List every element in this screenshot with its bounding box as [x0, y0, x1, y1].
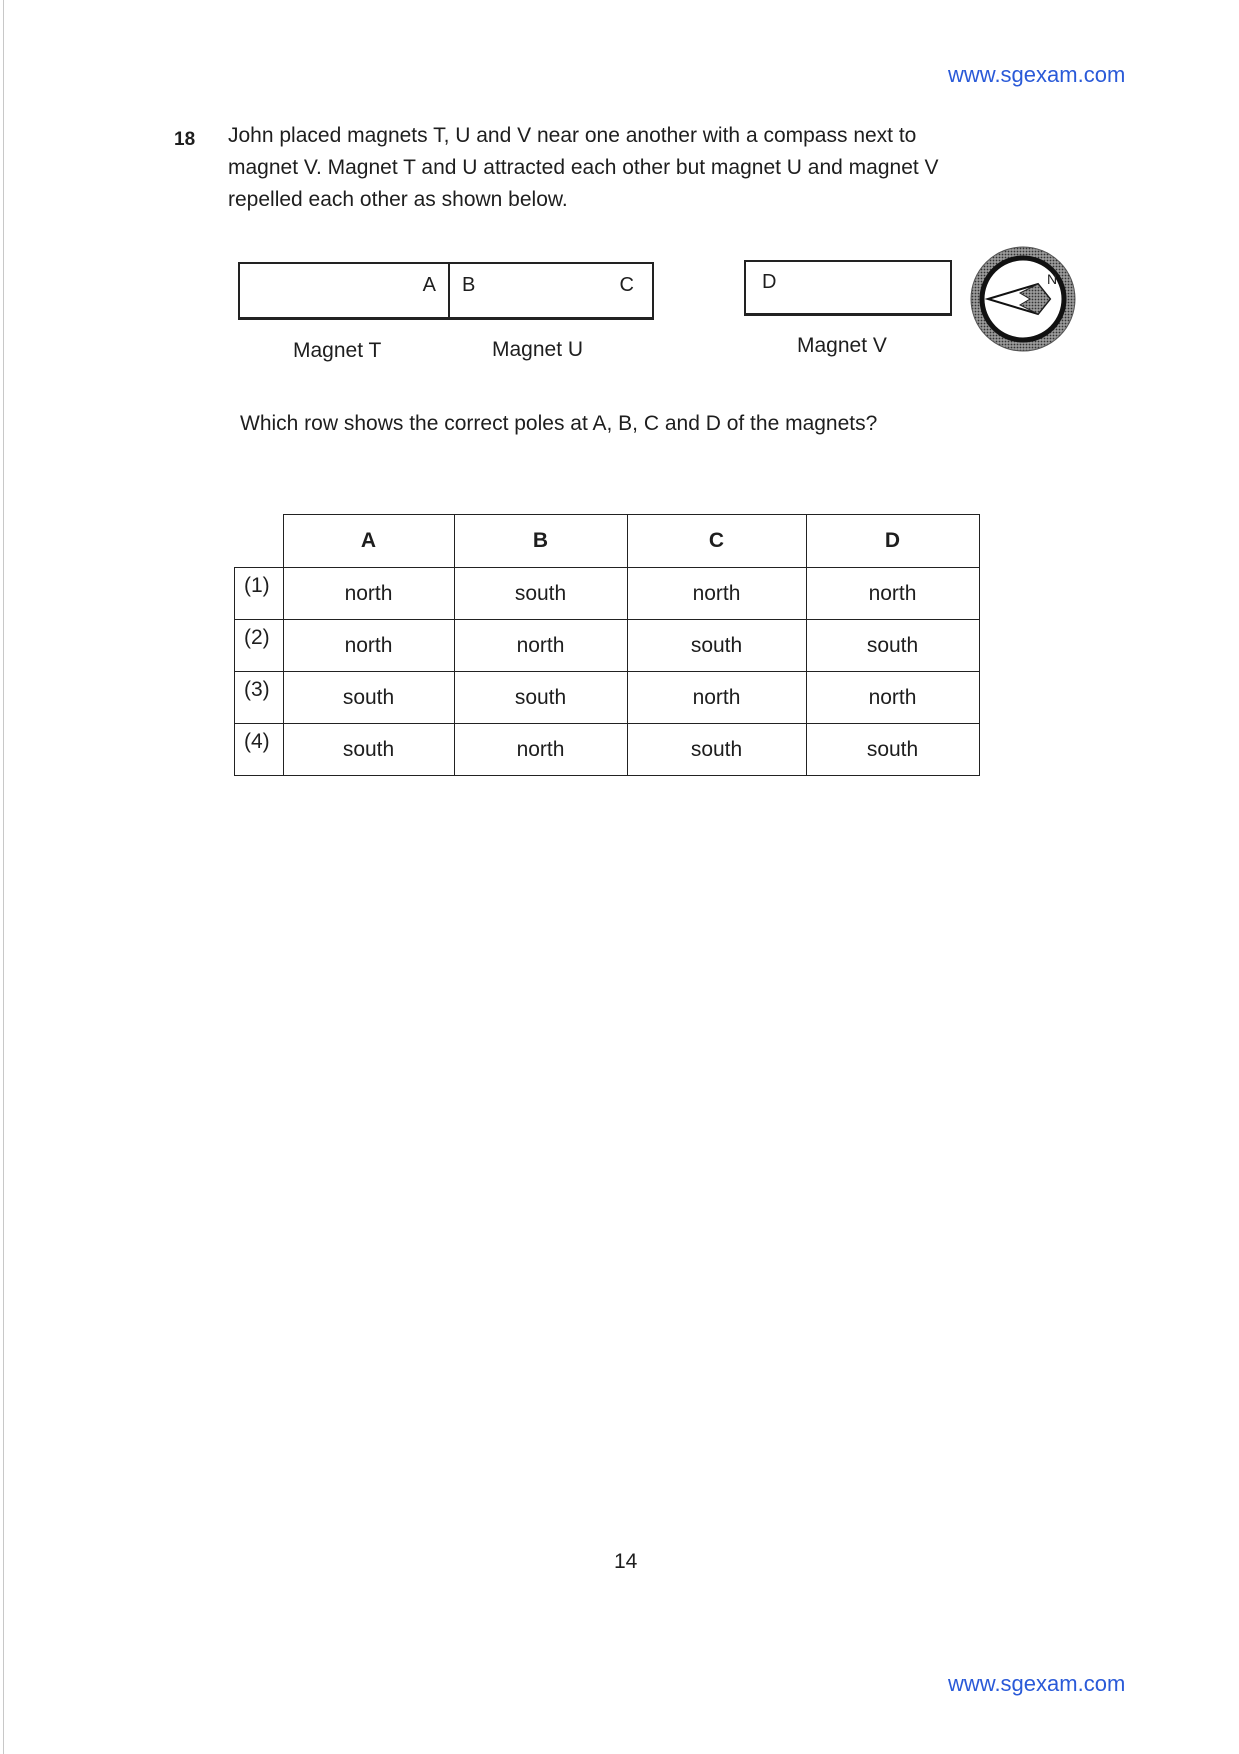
magnet-t	[238, 262, 450, 320]
table-cell: north	[454, 620, 627, 672]
question-text	[228, 120, 1048, 216]
table-cell: south	[627, 724, 806, 776]
option-label: (2)	[235, 620, 284, 672]
table-row[interactable]	[235, 568, 980, 620]
table-cell: north	[806, 568, 979, 620]
table-cell: south	[806, 620, 979, 672]
table-cell: north	[627, 672, 806, 724]
table-cell: north	[283, 568, 454, 620]
table-row[interactable]	[235, 672, 980, 724]
question-prompt: Which row shows the correct poles at A, B, C and D of the magnets?	[240, 412, 878, 435]
magnet-t-label: Magnet T	[293, 339, 382, 362]
question-line-2: magnet V. Magnet T and U attracted each other but magnet U and magnet V	[228, 156, 939, 179]
table-cell: north	[454, 724, 627, 776]
table-cell: north	[283, 620, 454, 672]
pole-a-label: A	[422, 274, 436, 296]
footer-site-link[interactable]: www.sgexam.com	[948, 1671, 1126, 1696]
table-cell: south	[806, 724, 979, 776]
header-site-link[interactable]: www.sgexam.com	[948, 62, 1126, 87]
compass-north-letter: N	[1047, 271, 1058, 287]
magnet-v	[744, 260, 952, 316]
magnet-u-label: Magnet U	[492, 338, 584, 361]
page-number: 14	[614, 1550, 638, 1573]
magnet-v-label: Magnet V	[797, 334, 887, 357]
table-cell: south	[283, 724, 454, 776]
table-cell: south	[283, 672, 454, 724]
compass-icon	[968, 244, 1078, 354]
table-header-c: C	[627, 515, 806, 568]
table-row[interactable]	[235, 724, 980, 776]
pole-c-label: C	[619, 274, 634, 296]
question-line-3: repelled each other as shown below.	[228, 188, 568, 211]
option-label: (4)	[235, 724, 284, 776]
pole-b-label: B	[462, 274, 476, 296]
table-cell: south	[627, 620, 806, 672]
table-cell: south	[454, 672, 627, 724]
table-cell: north	[627, 568, 806, 620]
options-table	[234, 514, 980, 776]
magnet-u	[448, 262, 654, 320]
page-edge	[3, 0, 4, 1754]
pole-d-label: D	[762, 271, 777, 293]
table-header-b: B	[454, 515, 627, 568]
table-header-d: D	[806, 515, 979, 568]
question-line-1: John placed magnets T, U and V near one another with a compass next to	[228, 124, 917, 147]
table-corner-cell	[235, 515, 284, 568]
question-number: 18	[174, 129, 196, 150]
option-label: (3)	[235, 672, 284, 724]
table-row[interactable]	[235, 620, 980, 672]
option-label: (1)	[235, 568, 284, 620]
table-cell: north	[806, 672, 979, 724]
table-header-row	[235, 515, 980, 568]
table-cell: south	[454, 568, 627, 620]
table-header-a: A	[283, 515, 454, 568]
